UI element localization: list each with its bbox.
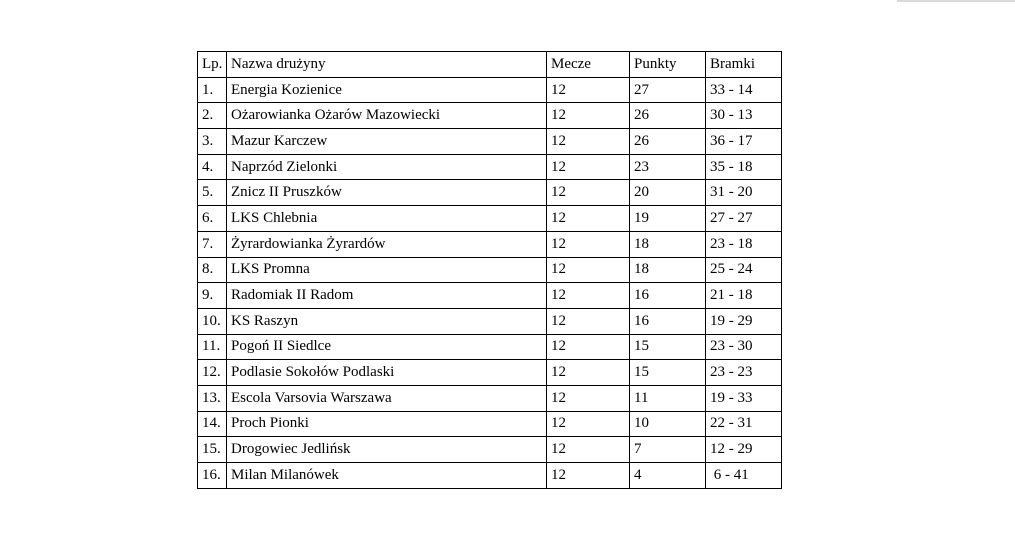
cell-team-name: Milan Milanówek bbox=[227, 463, 547, 489]
top-divider bbox=[897, 0, 1015, 2]
cell-goals: 36 - 17 bbox=[706, 129, 782, 155]
cell-team-name: Proch Pionki bbox=[227, 411, 547, 437]
header-matches: Mecze bbox=[547, 52, 630, 78]
cell-position: 3. bbox=[198, 129, 227, 155]
cell-position: 9. bbox=[198, 283, 227, 309]
cell-matches: 12 bbox=[547, 411, 630, 437]
cell-points: 16 bbox=[630, 283, 706, 309]
table-row bbox=[198, 283, 782, 309]
cell-goals: 33 - 14 bbox=[706, 77, 782, 103]
cell-team-name: Escola Varsovia Warszawa bbox=[227, 385, 547, 411]
table-row bbox=[198, 385, 782, 411]
cell-points: 18 bbox=[630, 231, 706, 257]
cell-goals: 23 - 30 bbox=[706, 334, 782, 360]
header-goals: Bramki bbox=[706, 52, 782, 78]
cell-matches: 12 bbox=[547, 463, 630, 489]
cell-goals: 27 - 27 bbox=[706, 206, 782, 232]
cell-points: 16 bbox=[630, 308, 706, 334]
table-row bbox=[198, 231, 782, 257]
cell-points: 19 bbox=[630, 206, 706, 232]
table-row bbox=[198, 103, 782, 129]
table-row bbox=[198, 463, 782, 489]
cell-position: 12. bbox=[198, 360, 227, 386]
header-lp: Lp. bbox=[198, 52, 227, 78]
cell-points: 15 bbox=[630, 360, 706, 386]
cell-position: 16. bbox=[198, 463, 227, 489]
cell-team-name: Naprzód Zielonki bbox=[227, 154, 547, 180]
table-row bbox=[198, 206, 782, 232]
table-row bbox=[198, 411, 782, 437]
cell-points: 10 bbox=[630, 411, 706, 437]
cell-goals: 12 - 29 bbox=[706, 437, 782, 463]
cell-points: 18 bbox=[630, 257, 706, 283]
cell-points: 7 bbox=[630, 437, 706, 463]
header-team-name: Nazwa drużyny bbox=[227, 52, 547, 78]
cell-points: 26 bbox=[630, 103, 706, 129]
table-header-row bbox=[198, 52, 782, 78]
cell-points: 26 bbox=[630, 129, 706, 155]
cell-points: 4 bbox=[630, 463, 706, 489]
cell-position: 11. bbox=[198, 334, 227, 360]
cell-matches: 12 bbox=[547, 77, 630, 103]
cell-position: 7. bbox=[198, 231, 227, 257]
cell-goals: 22 - 31 bbox=[706, 411, 782, 437]
cell-goals: 35 - 18 bbox=[706, 154, 782, 180]
cell-goals: 31 - 20 bbox=[706, 180, 782, 206]
cell-goals: 21 - 18 bbox=[706, 283, 782, 309]
cell-team-name: Mazur Karczew bbox=[227, 129, 547, 155]
cell-team-name: Drogowiec Jedlińsk bbox=[227, 437, 547, 463]
cell-goals: 6 - 41 bbox=[706, 463, 782, 489]
cell-matches: 12 bbox=[547, 308, 630, 334]
cell-points: 20 bbox=[630, 180, 706, 206]
table-row bbox=[198, 180, 782, 206]
cell-position: 8. bbox=[198, 257, 227, 283]
cell-goals: 30 - 13 bbox=[706, 103, 782, 129]
table-row bbox=[198, 360, 782, 386]
cell-points: 27 bbox=[630, 77, 706, 103]
cell-position: 13. bbox=[198, 385, 227, 411]
table-row bbox=[198, 257, 782, 283]
cell-position: 1. bbox=[198, 77, 227, 103]
cell-matches: 12 bbox=[547, 231, 630, 257]
cell-matches: 12 bbox=[547, 360, 630, 386]
cell-team-name: LKS Promna bbox=[227, 257, 547, 283]
cell-position: 10. bbox=[198, 308, 227, 334]
cell-team-name: LKS Chlebnia bbox=[227, 206, 547, 232]
cell-matches: 12 bbox=[547, 129, 630, 155]
table-row bbox=[198, 437, 782, 463]
cell-goals: 23 - 18 bbox=[706, 231, 782, 257]
league-standings-table bbox=[197, 51, 782, 489]
cell-team-name: Znicz II Pruszków bbox=[227, 180, 547, 206]
cell-team-name: KS Raszyn bbox=[227, 308, 547, 334]
cell-position: 5. bbox=[198, 180, 227, 206]
table-row bbox=[198, 77, 782, 103]
cell-position: 4. bbox=[198, 154, 227, 180]
cell-position: 14. bbox=[198, 411, 227, 437]
cell-position: 2. bbox=[198, 103, 227, 129]
header-points: Punkty bbox=[630, 52, 706, 78]
cell-matches: 12 bbox=[547, 103, 630, 129]
cell-matches: 12 bbox=[547, 334, 630, 360]
cell-matches: 12 bbox=[547, 437, 630, 463]
cell-matches: 12 bbox=[547, 180, 630, 206]
table-row bbox=[198, 154, 782, 180]
cell-team-name: Podlasie Sokołów Podlaski bbox=[227, 360, 547, 386]
cell-position: 15. bbox=[198, 437, 227, 463]
cell-matches: 12 bbox=[547, 154, 630, 180]
cell-points: 23 bbox=[630, 154, 706, 180]
cell-team-name: Radomiak II Radom bbox=[227, 283, 547, 309]
cell-goals: 23 - 23 bbox=[706, 360, 782, 386]
cell-goals: 19 - 29 bbox=[706, 308, 782, 334]
cell-goals: 25 - 24 bbox=[706, 257, 782, 283]
cell-team-name: Ożarowianka Ożarów Mazowiecki bbox=[227, 103, 547, 129]
table-row bbox=[198, 129, 782, 155]
cell-points: 11 bbox=[630, 385, 706, 411]
cell-position: 6. bbox=[198, 206, 227, 232]
table-row bbox=[198, 308, 782, 334]
table-row bbox=[198, 334, 782, 360]
cell-matches: 12 bbox=[547, 257, 630, 283]
cell-team-name: Energia Kozienice bbox=[227, 77, 547, 103]
cell-matches: 12 bbox=[547, 283, 630, 309]
cell-team-name: Żyrardowianka Żyrardów bbox=[227, 231, 547, 257]
cell-matches: 12 bbox=[547, 206, 630, 232]
cell-matches: 12 bbox=[547, 385, 630, 411]
cell-goals: 19 - 33 bbox=[706, 385, 782, 411]
cell-points: 15 bbox=[630, 334, 706, 360]
cell-team-name: Pogoń II Siedlce bbox=[227, 334, 547, 360]
